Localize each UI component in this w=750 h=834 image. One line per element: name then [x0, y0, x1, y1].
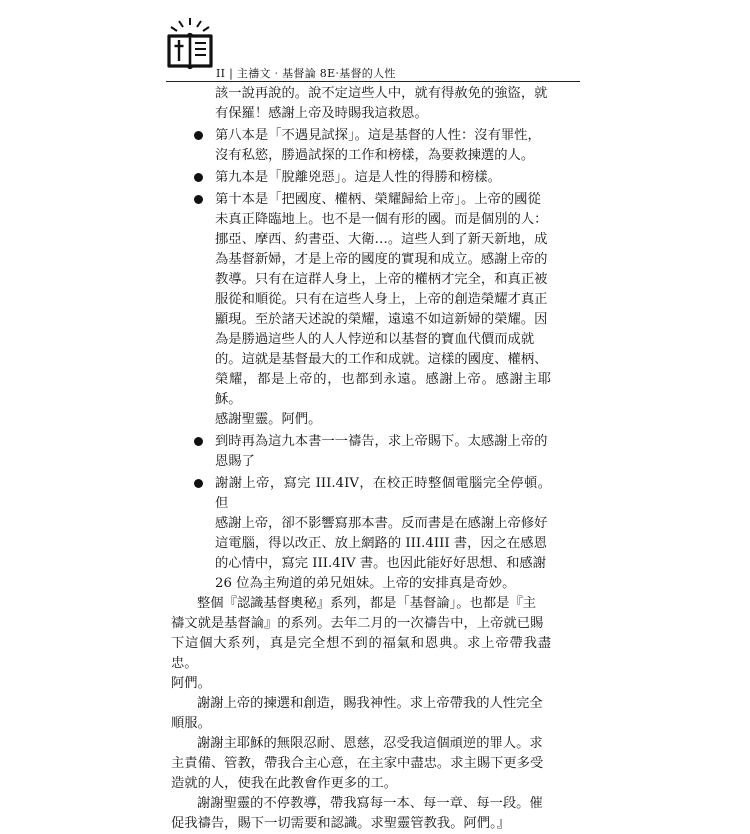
text-line: 主責備、管教，帶我合主心意，在主家中盡忠。求主賜下更多受	[171, 756, 544, 771]
text-line: 恩賜了	[215, 454, 255, 469]
running-head: II | 主禱文‧基督論 8E‧基督的人性	[216, 67, 396, 80]
text-line: 感謝上帝，卻不影響寫那本書。反而書是在感謝上帝修好	[215, 516, 548, 531]
bullet-icon	[194, 195, 203, 204]
bullet-item	[215, 126, 551, 166]
text-line: 有保羅！感謝上帝及時賜我這救恩。	[215, 106, 428, 121]
text-line: 顯現。至於諸天述說的榮耀，遠遠不如這新婦的榮耀。因	[215, 312, 548, 327]
header-rule	[166, 81, 580, 82]
bullet-icon	[194, 479, 203, 488]
text-line: 服從和順從。只有在這些人身上，上帝的創造榮耀才真正	[215, 292, 548, 307]
text-line: 未真正降臨地上。也不是一個有形的國。而是個別的人：	[215, 212, 548, 227]
text-line: 教導。只有在這群人身上，上帝的權柄才完全，和真正被	[215, 272, 548, 287]
text-line: 到時再為這九本書一一禱告，求上帝賜下。太感謝上帝的	[215, 434, 548, 449]
text-line: 促我禱告，賜下一切需要和認識。求聖靈管教我。阿們。』	[171, 816, 511, 831]
text-line: 的。這就是基督最大的工作和成就。這樣的國度、權柄、	[215, 352, 548, 367]
paragraph	[171, 694, 551, 734]
text-line: 為是勝過這些人的人人悖逆和以基督的寶血代價而成就	[215, 332, 535, 347]
text-line: 這電腦，得以改正、放上網路的 III.4III 書，因之在感恩	[215, 536, 547, 551]
text-line: 禱文就是基督論』的系列。去年二月的一次禱告中，上帝就已賜	[171, 616, 544, 631]
page-body	[171, 84, 551, 834]
paragraph	[171, 734, 551, 794]
text-line: 挪亞、摩西、約書亞、大衛…。這些人到了新天新地，成	[215, 232, 548, 247]
bullet-item	[215, 474, 551, 594]
text-line: 阿們。	[171, 676, 211, 691]
bullet-item	[215, 432, 551, 472]
paragraph	[171, 794, 551, 834]
text-line: 謝謝主耶穌的無限忍耐、恩慈，忍受我這個頑逆的罪人。求	[197, 736, 543, 751]
open-book-with-cross-icon	[166, 16, 214, 70]
text-line: 整個『認識基督奧秘』系列，都是「基督論」。也都是『主	[197, 596, 537, 611]
text-line: 順服。	[171, 716, 211, 731]
text-line: 第十本是「把國度、權柄、榮耀歸給上帝」。上帝的國從	[215, 192, 541, 207]
text-line: 造就的人，使我在此教會作更多的工。	[171, 776, 398, 791]
continuation-text	[215, 84, 551, 124]
text-line: 謝謝聖靈的不停教導，帶我寫每一本、每一章、每一段。催	[197, 796, 543, 811]
text-line: 沒有私慾，勝過試探的工作和榜樣，為要救揀選的人。	[215, 148, 535, 163]
bullet-icon	[194, 173, 203, 182]
text-line: 下這個大系列，真是完全想不到的福氣和恩典。求上帝帶我盡忠。	[171, 636, 551, 671]
text-line: 謝謝上帝，寫完 III.4IV，在校正時整個電腦完全停頓。但	[215, 476, 551, 511]
text-line: 謝謝上帝的揀選和創造，賜我神性。求上帝帶我的人性完全	[197, 696, 543, 711]
bullet-item	[215, 190, 551, 430]
text-line: 感謝聖靈。阿們。	[215, 412, 322, 427]
text-line: 第八本是「不遇見試探」。這是基督的人性：沒有罪性，	[215, 128, 541, 143]
text-line: 為基督新婦，才是上帝的國度的實現和成立。感謝上帝的	[215, 252, 548, 267]
bullet-icon	[194, 131, 203, 140]
text-line: 第九本是「脫離兇惡」。這是人性的得勝和榜樣。	[215, 170, 501, 185]
text-line: 該一說再說的。說不定這些人中，就有得赦免的強盜，就	[215, 86, 548, 101]
bullet-item	[215, 168, 551, 188]
text-line: 榮耀，都是上帝的，也都到永遠。感謝上帝。感謝主耶穌。	[215, 372, 551, 407]
paragraph	[171, 594, 551, 694]
text-line: 26 位為主殉道的弟兄姐妹。上帝的安排真是奇妙。	[215, 576, 516, 591]
text-line: 的心情中，寫完 III.4IV 書。也因此能好好思想、和感謝	[215, 556, 546, 571]
bullet-icon	[194, 437, 203, 446]
